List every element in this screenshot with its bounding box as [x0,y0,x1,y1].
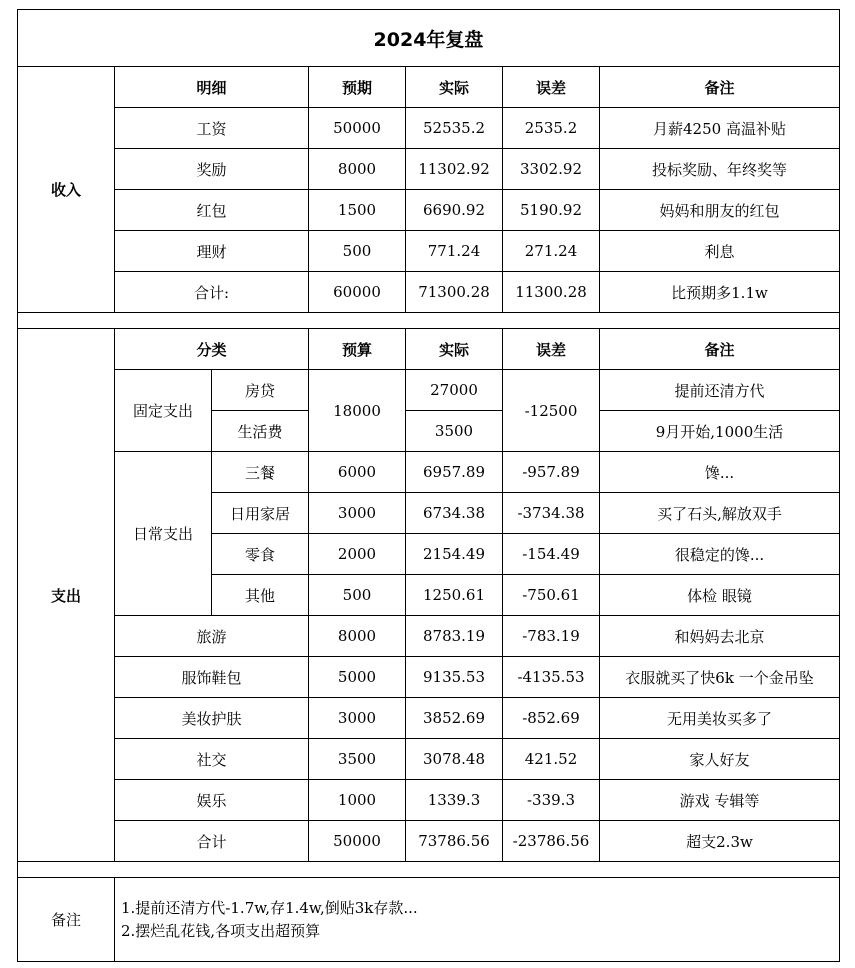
expense-budget: 6000 [309,452,406,493]
expense-header-budget: 预算 [309,329,406,370]
expense-header-diff: 误差 [503,329,600,370]
income-total-label: 合计: [115,272,309,313]
income-expected: 1500 [309,190,406,231]
expense-diff: -4135.53 [503,657,600,698]
income-diff: 3302.92 [503,149,600,190]
expense-diff: -957.89 [503,452,600,493]
expense-total-note: 超支2.3w [600,821,840,862]
expense-budget: 1000 [309,780,406,821]
income-header-actual: 实际 [406,67,503,108]
expense-total-budget: 50000 [309,821,406,862]
income-total-expected: 60000 [309,272,406,313]
section-divider [18,862,840,878]
income-header-note: 备注 [600,67,840,108]
section-divider [18,313,840,329]
income-header-diff: 误差 [503,67,600,108]
income-header-item: 明细 [115,67,309,108]
expense-total-diff: -23786.56 [503,821,600,862]
income-item: 红包 [115,190,309,231]
expense-diff: -783.19 [503,616,600,657]
table-row [18,190,840,231]
income-total-note: 比预期多1.1w [600,272,840,313]
expense-diff: -3734.38 [503,493,600,534]
page-title: 2024年复盘 [18,10,840,67]
income-note: 妈妈和朋友的红包 [600,190,840,231]
expense-budget: 500 [309,575,406,616]
income-actual: 771.24 [406,231,503,272]
expense-actual: 1339.3 [406,780,503,821]
daily-group-label: 日常支出 [115,452,212,616]
expense-budget: 5000 [309,657,406,698]
table-row [18,452,840,493]
table-row [18,698,840,739]
expense-actual: 27000 [406,370,503,411]
remarks-line-2: 2.摆烂乱花钱,各项支出超预算 [121,921,321,940]
income-expected: 8000 [309,149,406,190]
expense-header-category: 分类 [115,329,309,370]
expense-diff: -750.61 [503,575,600,616]
expense-total-actual: 73786.56 [406,821,503,862]
expense-actual: 1250.61 [406,575,503,616]
income-item: 理财 [115,231,309,272]
expense-budget: 3500 [309,739,406,780]
expense-total-row [18,821,840,862]
income-item: 奖励 [115,149,309,190]
expense-note: 无用美妆买多了 [600,698,840,739]
expense-item: 生活费 [212,411,309,452]
expense-item: 社交 [115,739,309,780]
income-total-row [18,272,840,313]
expense-item: 三餐 [212,452,309,493]
income-total-actual: 71300.28 [406,272,503,313]
expense-actual: 6957.89 [406,452,503,493]
expense-budget: 8000 [309,616,406,657]
expense-item: 其他 [212,575,309,616]
income-diff: 2535.2 [503,108,600,149]
table-row [18,616,840,657]
expense-note: 9月开始,1000生活 [600,411,840,452]
expense-diff: -852.69 [503,698,600,739]
expense-actual: 3078.48 [406,739,503,780]
expense-budget: 3000 [309,698,406,739]
expense-item: 日用家居 [212,493,309,534]
table-row [18,739,840,780]
review-table [17,9,840,962]
expense-header-actual: 实际 [406,329,503,370]
income-expected: 500 [309,231,406,272]
income-actual: 52535.2 [406,108,503,149]
expense-actual: 8783.19 [406,616,503,657]
income-note: 利息 [600,231,840,272]
fixed-diff: -12500 [503,370,600,452]
table-row [18,657,840,698]
fixed-group-label: 固定支出 [115,370,212,452]
remarks-line-1: 1.提前还清方代-1.7w,存1.4w,倒贴3k存款... [121,898,418,917]
expense-diff: -339.3 [503,780,600,821]
expense-item: 娱乐 [115,780,309,821]
table-row [18,108,840,149]
income-item: 工资 [115,108,309,149]
expense-item: 零食 [212,534,309,575]
expense-note: 馋... [600,452,840,493]
expense-actual: 3852.69 [406,698,503,739]
expense-actual: 3500 [406,411,503,452]
income-actual: 11302.92 [406,149,503,190]
expense-header-note: 备注 [600,329,840,370]
expense-note: 和妈妈去北京 [600,616,840,657]
table-row [18,149,840,190]
income-note: 投标奖励、年终奖等 [600,149,840,190]
expense-diff: 421.52 [503,739,600,780]
expense-total-label: 合计 [115,821,309,862]
expense-note: 提前还清方代 [600,370,840,411]
expense-actual: 2154.49 [406,534,503,575]
fixed-budget: 18000 [309,370,406,452]
table-row [18,780,840,821]
expense-item: 服饰鞋包 [115,657,309,698]
expense-note: 衣服就买了快6k 一个金吊坠 [600,657,840,698]
expense-note: 体检 眼镜 [600,575,840,616]
income-header-expected: 预期 [309,67,406,108]
expense-budget: 3000 [309,493,406,534]
income-actual: 6690.92 [406,190,503,231]
expense-actual: 6734.38 [406,493,503,534]
expense-item: 房贷 [212,370,309,411]
remarks-label: 备注 [18,878,115,962]
expense-budget: 2000 [309,534,406,575]
table-row [18,370,840,411]
expense-note: 游戏 专辑等 [600,780,840,821]
income-section-label: 收入 [18,67,115,313]
expense-actual: 9135.53 [406,657,503,698]
income-total-diff: 11300.28 [503,272,600,313]
expense-item: 美妆护肤 [115,698,309,739]
table-row [18,231,840,272]
expense-note: 买了石头,解放双手 [600,493,840,534]
expense-note: 家人好友 [600,739,840,780]
expense-note: 很稳定的馋... [600,534,840,575]
remarks-content [115,878,840,962]
expense-item: 旅游 [115,616,309,657]
expense-diff: -154.49 [503,534,600,575]
income-note: 月薪4250 高温补贴 [600,108,840,149]
income-diff: 5190.92 [503,190,600,231]
income-diff: 271.24 [503,231,600,272]
income-expected: 50000 [309,108,406,149]
expense-section-label: 支出 [18,329,115,862]
